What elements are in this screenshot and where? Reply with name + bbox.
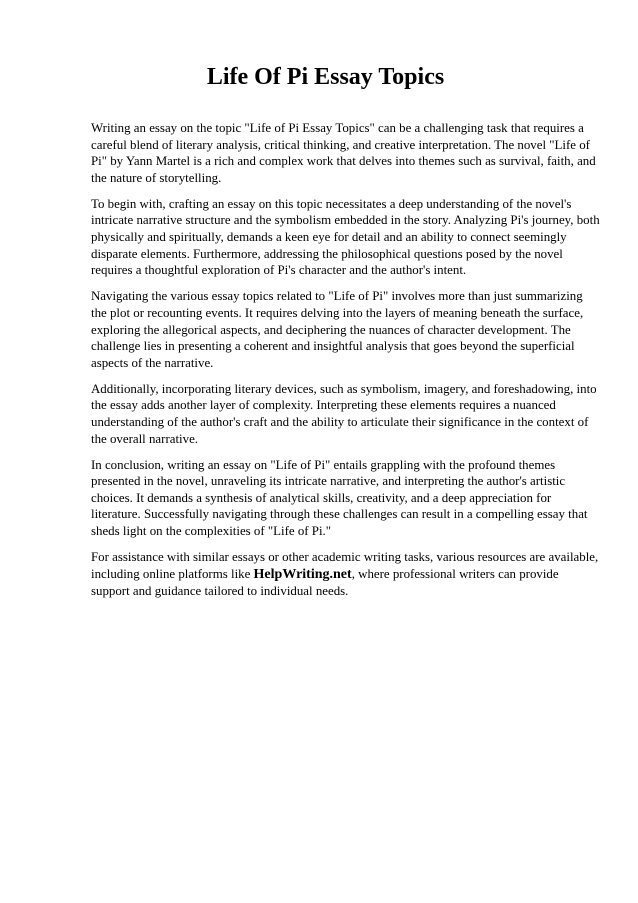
paragraph-intro: Writing an essay on the topic "Life of Pi Essay Topics" can be a challenging task that requires a careful blend of literary analysis, critical thinking, and creative interpretation. The novel "Life of Pi" by Yann Martel is a rich and complex work that delves into themes such as survival, faith, and the nature of storytelling. xyxy=(91,121,596,185)
paragraph-closing xyxy=(91,549,600,600)
brand-name: HelpWriting.net xyxy=(253,566,352,582)
paragraph-conclusion: In conclusion, writing an essay on "Life of Pi" entails grappling with the profound themes presented in the novel, unraveling its intricate narrative, and interpreting the author's artistic choices. It demands a synthesis of analytical skills, creativity, and a deep appreciation for literature. Successfully navigating through these challenges can result in a compelling essay that sheds light on the complexities of "Life of Pi." xyxy=(91,457,588,539)
paragraph-topics: Navigating the various essay topics related to "Life of Pi" involves more than just summarizing the plot or recounting events. It requires delving into the layers of meaning beneath the surface, exploring the allegorical aspects, and deciphering the nuances of character development. The challenge lies in presenting a coherent and insightful analysis that goes beyond the superficial aspects of the narrative. xyxy=(91,289,584,370)
paragraph-structure: To begin with, crafting an essay on this topic necessitates a deep understanding of the novel's intricate narrative structure and the symbolism embedded in the story. Analyzing Pi's journey, both physically and spiritually, demands a keen eye for detail and an ability to connect seemingly disparate elements. Furthermore, addressing the philosophical questions posed by the novel requires a thoughtful exploration of Pi's character and the author's intent. xyxy=(91,196,600,278)
closing-text-after: , where professional writers can provide support and guidance tailored to individual needs. xyxy=(91,566,559,599)
page-title: Life Of Pi Essay Topics xyxy=(206,64,445,90)
paragraph-devices: Additionally, incorporating literary devices, such as symbolism, imagery, and foreshadowing, into the essay adds another layer of complexity. Interpreting these elements requires a nuanced understanding of the author's craft and the ability to articulate their significance in the context of the overall narrative. xyxy=(91,381,597,446)
closing-text-before: For assistance with similar essays or other academic writing tasks, various resources are available, including online platforms like xyxy=(91,550,599,581)
